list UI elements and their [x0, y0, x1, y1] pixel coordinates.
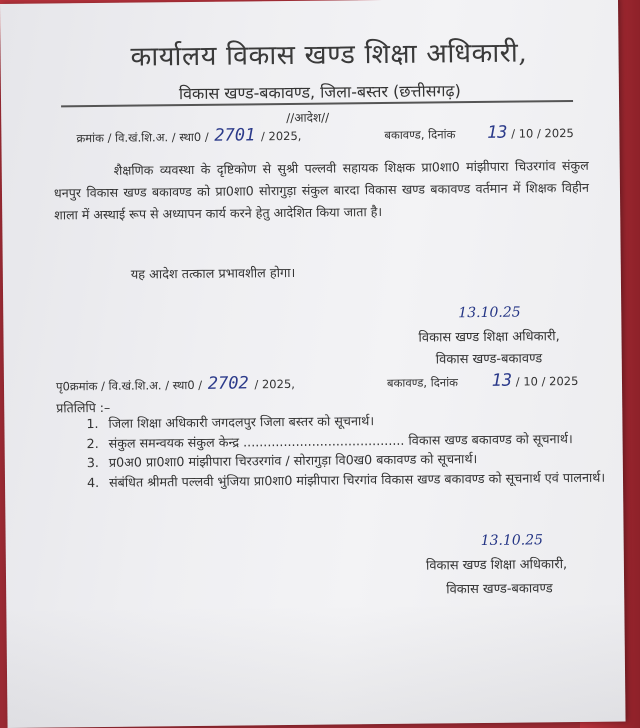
ref2-day: 13 — [491, 370, 513, 391]
sign1-designation: विकास खण्ड शिक्षा अधिकारी, — [418, 329, 560, 346]
ref2-month-year: / 10 / 2025 — [515, 373, 579, 389]
reference-date-2 — [387, 370, 579, 392]
ref2-number: 2702 — [207, 373, 249, 394]
effect-statement: यह आदेश तत्काल प्रभावशील होगा। — [130, 265, 296, 283]
signature-1: 13.10.25 — [458, 304, 521, 322]
office-subtitle: विकास खण्ड-बकावण्ड, जिला-बस्तर (छत्तीसगढ़) — [178, 81, 461, 104]
list-item: 2. संकुल समन्वयक संकुल केन्द्र ........................................ विकास खण्ड बकावण्ड को सूचनार्थ। — [86, 430, 573, 451]
ref1-number: 2701 — [214, 125, 256, 146]
paper-shadow — [6, 601, 625, 727]
list-item: 4. संबंधित श्रीमती पल्लवी भुंजिया प्रा0शा0 मांझीपारा चिरगांव विकास खण्ड बकावण्ड को सूचनार्थ एवं पालनार्थ। — [86, 469, 606, 490]
reference-line-2 — [56, 373, 295, 396]
list-item: 1. जिला शिक्षा अधिकारी जगदलपुर जिला बस्तर को सूचनार्थ। — [86, 413, 375, 432]
order-body: शैक्षणिक व्यवस्था के दृष्टिकोण से सुश्री पल्लवी सहायक शिक्षक प्रा0शा0 मांझीपारा चिउरगांव संकुल धनपुर विकास खण्ड बकावण्ड को प्रा0शा0 सोरागुड़ा संकुल बारदा विकास खण्ड बकावण्ड वर्तमान में शिक्षक विहीन शाला में अस्थाई रूप से अध्यापन कार्य करने हेतु आदेशित किया जाता है। — [53, 157, 590, 223]
ref1-month-year: / 10 / 2025 — [511, 125, 574, 141]
list-item: 3. प्र0अ0 प्रा0शा0 मांझीपारा चिरउरगांव / सोरागुड़ा वि0ख0 बकावण्ड को सूचनार्थ। — [86, 451, 478, 471]
ref2-place-date-label: बकावण्ड, दिनांक — [386, 375, 459, 390]
sign2-office: विकास खण्ड-बकावण्ड — [446, 581, 553, 598]
copy-to-label: प्रतिलिपि :– — [56, 399, 111, 416]
signature-2: 13.10.25 — [480, 532, 544, 549]
order-heading: //आदेश// — [286, 110, 330, 126]
sign1-office: विकास खण्ड-बकावण्ड — [435, 351, 543, 368]
ref1-year: / 2025, — [260, 128, 302, 144]
ref1-place-date-label: बकावण्ड, दिनांक — [384, 127, 456, 142]
ref2-prefix: पृ0क्रमांक / वि.खं.शि.अ. / स्था0 / — [55, 377, 203, 394]
ref2-year: / 2025, — [254, 376, 295, 392]
reference-line-1 — [76, 125, 301, 147]
copy-list — [86, 409, 607, 492]
sign2-designation: विकास खण्ड शिक्षा अधिकारी, — [425, 557, 568, 574]
reference-date-1 — [384, 122, 574, 144]
ref1-day: 13 — [486, 122, 508, 143]
office-title: कार्यालय विकास खण्ड शिक्षा अधिकारी, — [130, 37, 528, 73]
ref1-prefix: क्रमांक / वि.खं.शि.अ. / स्था0 / — [76, 129, 209, 146]
